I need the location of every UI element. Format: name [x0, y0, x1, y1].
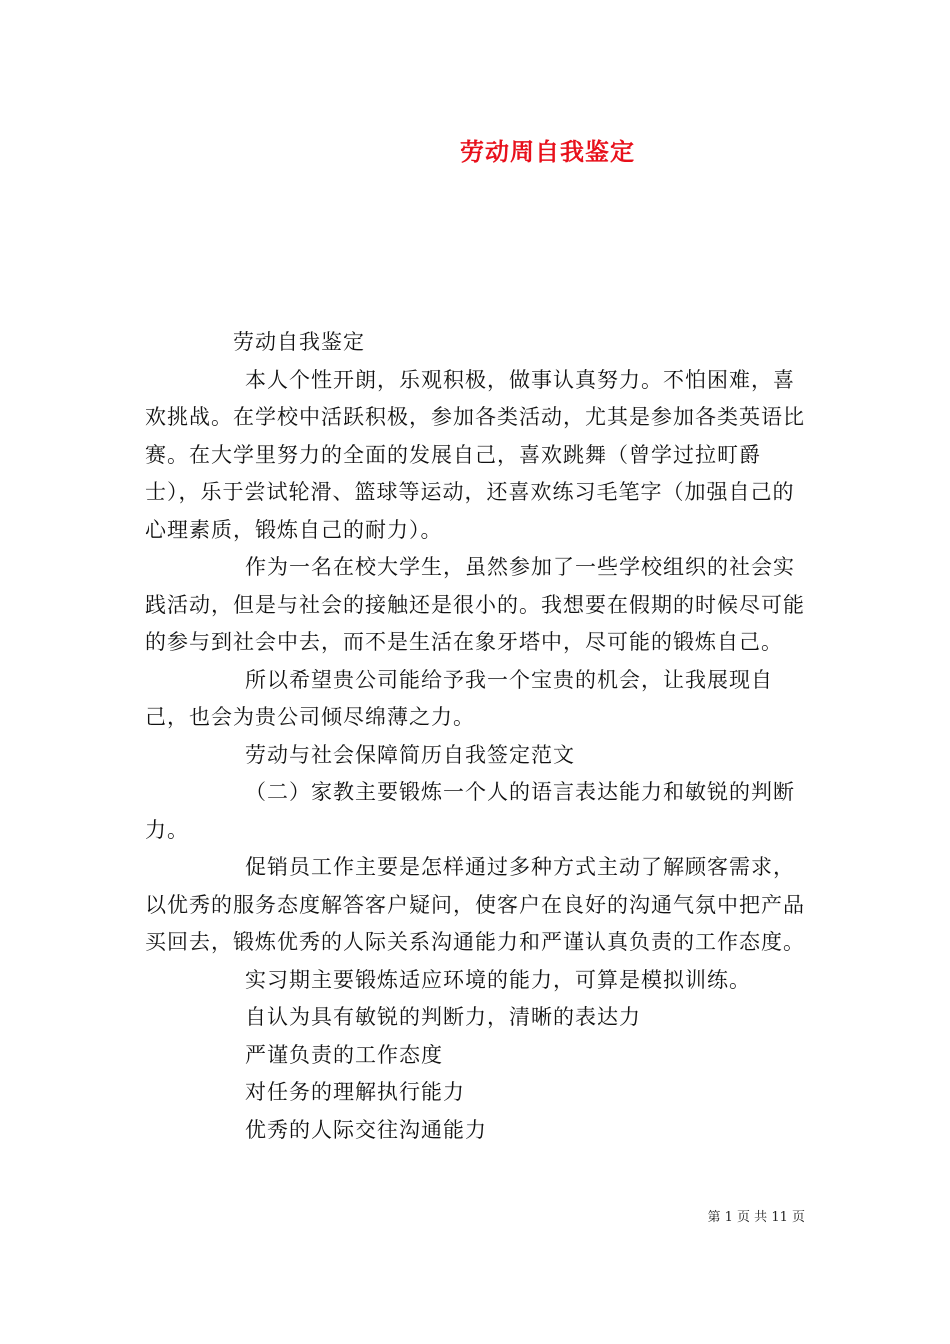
list-item: 严谨负责的工作态度 — [245, 1042, 443, 1067]
document-title: 劳动周自我鉴定 — [460, 137, 635, 166]
list-item: 对任务的理解执行能力 — [245, 1080, 465, 1104]
page-number: 第 1 页 共 11 页 — [707, 1210, 805, 1225]
section-heading: 劳动与社会保障简历自我签定范文 — [245, 742, 575, 767]
paragraph: 所以希望贵公司能给予我一个宝贵的机会，让我展现自己，也会为贵公司倾尽绵薄之力。 — [145, 667, 773, 729]
paragraph: （二）家教主要锻炼一个人的语言表达能力和敏锐的判断力。 — [145, 780, 795, 842]
paragraph: 促销员工作主要是怎样通过多种方式主动了解顾客需求，以优秀的服务态度解答客户疑问，使客户在良好的沟通气氛中把产品买回去，锻炼优秀的人际关系沟通能力和严谨认真负责的工作态度。 — [145, 855, 805, 954]
paragraph: 作为一名在校大学生，虽然参加了一些学校组织的社会实践活动，但是与社会的接触还是很小的。我想要在假期的时候尽可能的参与到社会中去，而不是生活在象牙塔中，尽可能的锻炼自己。 — [145, 555, 805, 654]
paragraph: 本人个性开朗，乐观积极，做事认真努力。不怕困难，喜欢挑战。在学校中活跃积极，参加各类活动，尤其是参加各类英语比赛。在大学里努力的全面的发展自己，喜欢跳舞（曾学过拉町爵士），乐于尝试轮滑、篮球等运动，还喜欢练习毛笔字（加强自己的心理素质，锻炼自己的耐力）。 — [145, 367, 805, 542]
list-item: 自认为具有敏锐的判断力，清晰的表达力 — [245, 1005, 641, 1029]
section-heading: 劳动自我鉴定 — [233, 330, 365, 354]
list-item: 优秀的人际交往沟通能力 — [245, 1117, 487, 1142]
document-body — [145, 324, 805, 1149]
paragraph: 实习期主要锻炼适应环境的能力，可算是模拟训练。 — [245, 967, 751, 992]
